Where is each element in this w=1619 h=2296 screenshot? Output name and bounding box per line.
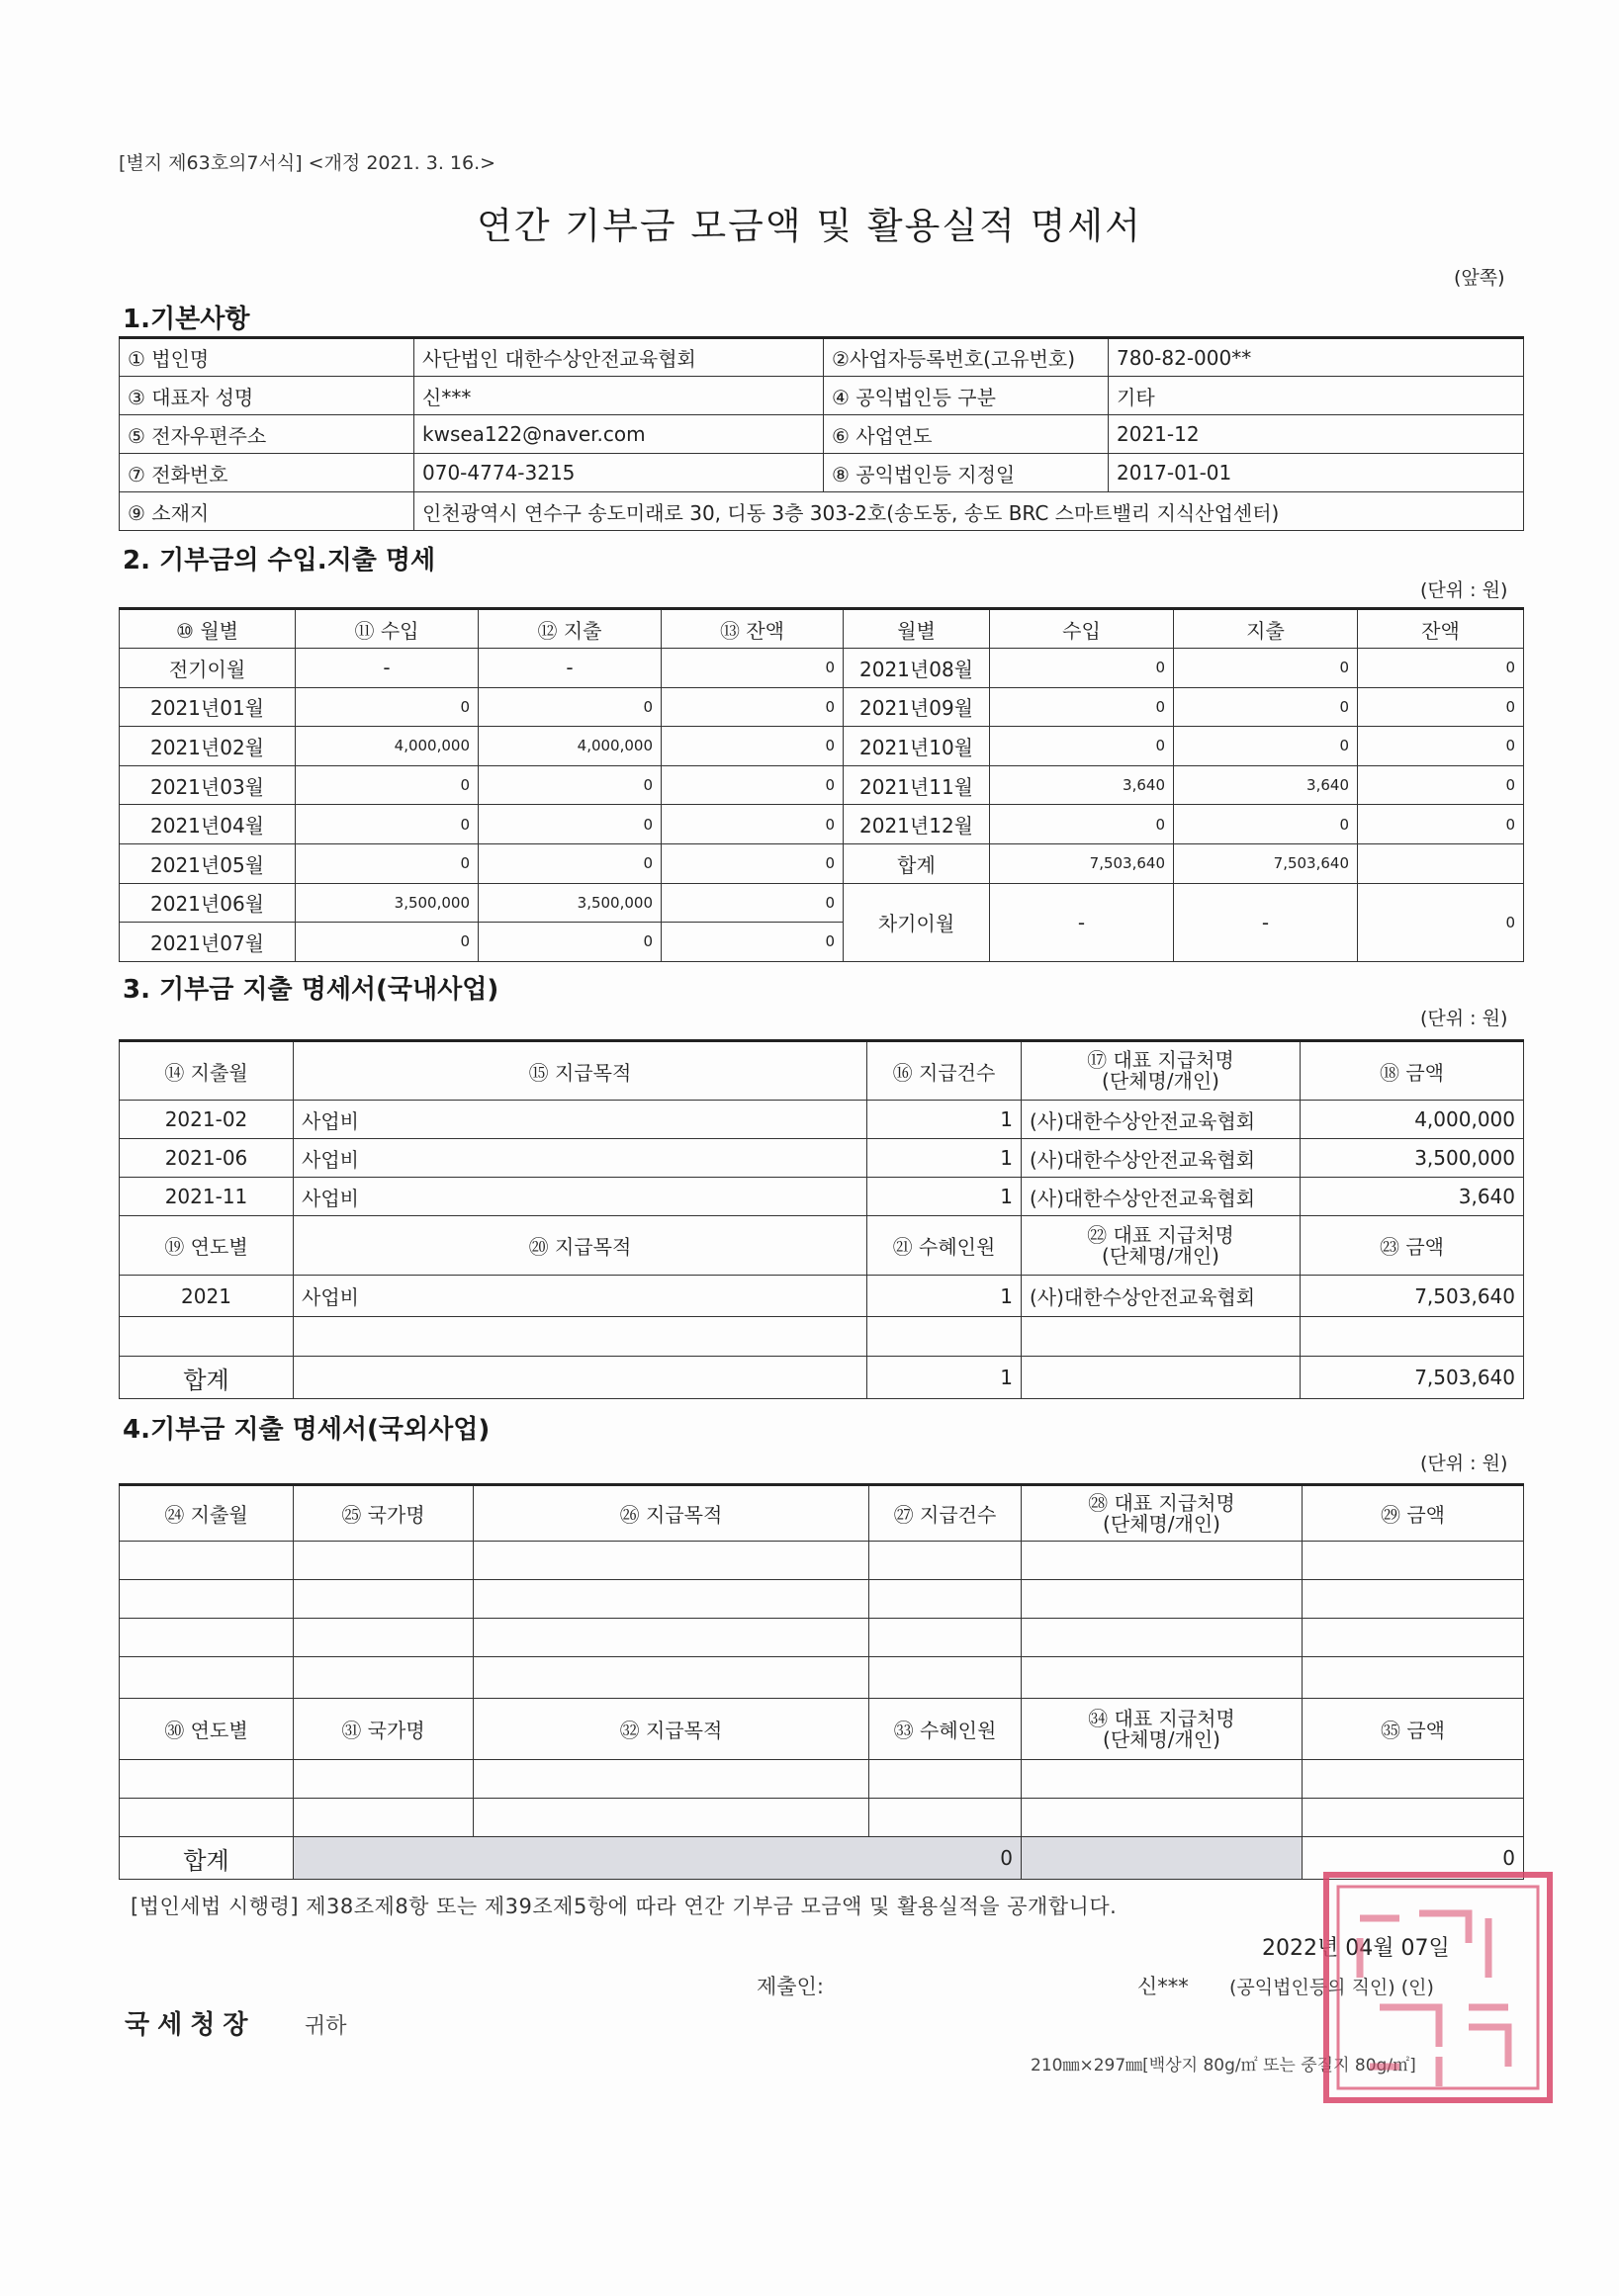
col-purpose: ㉖ 지급목적 <box>474 1485 869 1542</box>
row-in: 4,000,000 <box>296 727 479 766</box>
row-balance: 0 <box>662 727 844 766</box>
table-row <box>120 765 1524 805</box>
row-month: 2021년04월 <box>120 805 296 844</box>
row-purpose: 사업비 <box>294 1139 867 1178</box>
col-payee-2: ㉒ 대표 지급처명 (단체명/개인) <box>1022 1216 1301 1276</box>
table-row <box>120 377 1524 415</box>
submit-date: 2022년 04월 07일 <box>1262 1936 1450 1961</box>
col-amount-2: ㉓ 금액 <box>1301 1216 1524 1276</box>
income-header-row <box>120 609 1524 649</box>
total-label: 합계 <box>120 1357 294 1399</box>
foreign-header-row <box>120 1485 1524 1542</box>
col-amount-2: ㉟ 금액 <box>1303 1699 1524 1760</box>
row-balance-2: 0 <box>1358 649 1524 688</box>
row-month: 2021년05월 <box>120 843 296 883</box>
row-balance: 0 <box>662 805 844 844</box>
phone-label: ⑦ 전화번호 <box>120 454 414 492</box>
col-country-2: ㉛ 국가명 <box>294 1699 474 1760</box>
col-month: ⑩ 월별 <box>120 609 296 649</box>
foreign-header-row-2 <box>120 1699 1524 1760</box>
section-basic-title: 1.기본사항 <box>123 305 250 334</box>
col-beneficiaries: ㉑ 수혜인원 <box>867 1216 1022 1276</box>
bizno-value: 780-82-000** <box>1109 338 1524 377</box>
row-in: 0 <box>296 765 479 805</box>
col-payee-2: ㉞ 대표 지급처명 (단체명/개인) <box>1022 1699 1303 1760</box>
domestic-header-row <box>120 1041 1524 1101</box>
row-month: 2021-02 <box>120 1101 294 1139</box>
carry-in: - <box>990 883 1174 961</box>
table-row <box>120 454 1524 492</box>
row-in-2: 0 <box>990 687 1174 727</box>
row-month: 2021년02월 <box>120 727 296 766</box>
row-payee: (사)대한수상안전교육협회 <box>1022 1276 1301 1317</box>
submitter-role: (공익법인등의 직인) (인) <box>1229 1977 1434 1998</box>
total-count: 0 <box>294 1837 1022 1880</box>
col-beneficiaries: ㉝ 수혜인원 <box>869 1699 1022 1760</box>
row-out: 3,500,000 <box>479 883 662 923</box>
row-balance: 0 <box>662 687 844 727</box>
foreign-table <box>119 1483 1524 1880</box>
row-month-2: 합계 <box>844 843 990 883</box>
row-in: 0 <box>296 923 479 962</box>
section-foreign-title: 4.기부금 지출 명세서(국외사업) <box>123 1415 491 1445</box>
row-balance: 0 <box>662 649 844 688</box>
section-income-title: 2. 기부금의 수입.지출 명세 <box>123 546 436 575</box>
basic-info-table <box>119 336 1524 531</box>
col-year: ㉚ 연도별 <box>120 1699 294 1760</box>
table-row <box>120 1139 1524 1178</box>
address-label: ⑨ 소재지 <box>120 492 414 531</box>
row-in-2: 0 <box>990 805 1174 844</box>
row-month: 2021년06월 <box>120 883 296 923</box>
row-month-2: 2021년09월 <box>844 687 990 727</box>
row-out-2: 0 <box>1174 649 1358 688</box>
col-in: ⑪ 수입 <box>296 609 479 649</box>
table-row <box>120 1178 1524 1216</box>
col-payee: ⑰ 대표 지급처명 (단체명/개인) <box>1022 1041 1301 1101</box>
legal-notice: [법인세법 시행령] 제38조제8항 또는 제39조제5항에 따라 연간 기부금 모금액 및 활용실적을 공개합니다. <box>131 1895 1118 1918</box>
table-row <box>120 1542 1524 1580</box>
official-seal-stamp <box>1320 1869 1556 2106</box>
row-amount: 7,503,640 <box>1301 1276 1524 1317</box>
row-payee: (사)대한수상안전교육협회 <box>1022 1101 1301 1139</box>
phone-value: 070-4774-3215 <box>414 454 824 492</box>
row-month-2: 2021년10월 <box>844 727 990 766</box>
table-row <box>120 492 1524 531</box>
table-row <box>120 883 1524 923</box>
row-out: 0 <box>479 805 662 844</box>
table-row <box>120 649 1524 688</box>
form-number: [별지 제63호의7서식] <개정 2021. 3. 16.> <box>119 152 496 174</box>
table-row <box>120 1317 1524 1357</box>
carry-out: - <box>1174 883 1358 961</box>
col-spend-month: ㉔ 지출월 <box>120 1485 294 1542</box>
col-balance-2: 잔액 <box>1358 609 1524 649</box>
row-in: 0 <box>296 805 479 844</box>
col-purpose: ⑮ 지급목적 <box>294 1041 867 1101</box>
row-purpose: 사업비 <box>294 1276 867 1317</box>
foreign-total-row <box>120 1837 1524 1880</box>
submitter-name: 신*** <box>1137 1975 1189 1998</box>
row-count: 1 <box>867 1276 1022 1317</box>
col-spend-month: ⑭ 지출월 <box>120 1041 294 1101</box>
row-balance-2: 0 <box>1358 687 1524 727</box>
type-value: 기타 <box>1109 377 1524 415</box>
page-side: (앞쪽) <box>1454 267 1505 289</box>
table-row <box>120 415 1524 454</box>
col-out-2: 지출 <box>1174 609 1358 649</box>
row-out: 4,000,000 <box>479 727 662 766</box>
foreign-unit: (단위 : 원) <box>1420 1453 1508 1474</box>
email-value: kwsea122@naver.com <box>414 415 824 454</box>
row-count: 1 <box>867 1101 1022 1139</box>
col-amount: ⑱ 금액 <box>1301 1041 1524 1101</box>
domestic-header-row-2 <box>120 1216 1524 1276</box>
corp-label: ① 법인명 <box>120 338 414 377</box>
row-out: - <box>479 649 662 688</box>
section-domestic-title: 3. 기부금 지출 명세서(국내사업) <box>123 975 499 1005</box>
table-row <box>120 1657 1524 1699</box>
col-purpose-2: ⑳ 지급목적 <box>294 1216 867 1276</box>
year-label: ⑥ 사업연도 <box>824 415 1109 454</box>
row-month: 전기이월 <box>120 649 296 688</box>
row-out: 0 <box>479 923 662 962</box>
col-balance: ⑬ 잔액 <box>662 609 844 649</box>
table-row <box>120 1799 1524 1837</box>
row-out: 0 <box>479 843 662 883</box>
row-amount: 4,000,000 <box>1301 1101 1524 1139</box>
row-out-2: 0 <box>1174 805 1358 844</box>
table-row <box>120 727 1524 766</box>
row-balance: 0 <box>662 843 844 883</box>
row-out: 0 <box>479 687 662 727</box>
row-in-2: 0 <box>990 727 1174 766</box>
row-month-2: 2021년08월 <box>844 649 990 688</box>
col-year: ⑲ 연도별 <box>120 1216 294 1276</box>
rep-value: 신*** <box>414 377 824 415</box>
col-month-2: 월별 <box>844 609 990 649</box>
row-count: 1 <box>867 1178 1022 1216</box>
row-in-2: 0 <box>990 649 1174 688</box>
income-unit: (단위 : 원) <box>1420 579 1508 601</box>
designated-label: ⑧ 공익법인등 지정일 <box>824 454 1109 492</box>
row-balance-2: 0 <box>1358 805 1524 844</box>
carry-month: 차기이월 <box>844 883 990 961</box>
row-count: 1 <box>867 1139 1022 1178</box>
row-amount: 3,500,000 <box>1301 1139 1524 1178</box>
table-row <box>120 843 1524 883</box>
col-purpose-2: ㉜ 지급목적 <box>474 1699 869 1760</box>
paper-spec: 210㎜×297㎜[백상지 80g/㎡ 또는 중질지 80g/㎡] <box>1031 2056 1416 2075</box>
row-month: 2021-11 <box>120 1178 294 1216</box>
row-in: 3,500,000 <box>296 883 479 923</box>
table-row <box>120 1760 1524 1799</box>
row-balance-2: 0 <box>1358 727 1524 766</box>
email-label: ⑤ 전자우편주소 <box>120 415 414 454</box>
row-balance-2: 0 <box>1358 765 1524 805</box>
total-amount: 0 <box>1303 1837 1524 1880</box>
row-balance-2 <box>1358 843 1524 883</box>
row-out: 0 <box>479 765 662 805</box>
row-in: 0 <box>296 843 479 883</box>
recipient-honorific: 귀하 <box>305 2014 347 2039</box>
total-count: 1 <box>867 1357 1022 1399</box>
col-count: ㉗ 지급건수 <box>869 1485 1022 1542</box>
table-row <box>120 687 1524 727</box>
row-month-2: 2021년12월 <box>844 805 990 844</box>
type-label: ④ 공익법인등 구분 <box>824 377 1109 415</box>
row-month: 2021년07월 <box>120 923 296 962</box>
row-in: 0 <box>296 687 479 727</box>
rep-label: ③ 대표자 성명 <box>120 377 414 415</box>
designated-value: 2017-01-01 <box>1109 454 1524 492</box>
submitter-label: 제출인: <box>757 1975 824 1998</box>
table-row <box>120 805 1524 844</box>
row-out-2: 7,503,640 <box>1174 843 1358 883</box>
row-balance: 0 <box>662 923 844 962</box>
domestic-unit: (단위 : 원) <box>1420 1008 1508 1029</box>
row-month-2: 2021년11월 <box>844 765 990 805</box>
col-amount: ㉙ 금액 <box>1303 1485 1524 1542</box>
domestic-table <box>119 1039 1524 1399</box>
col-in-2: 수입 <box>990 609 1174 649</box>
address-value: 인천광역시 연수구 송도미래로 30, 디동 3층 303-2호(송도동, 송도 BRC 스마트밸리 지식산업센터) <box>414 492 1524 531</box>
row-balance: 0 <box>662 883 844 923</box>
domestic-total-row <box>120 1357 1524 1399</box>
col-out: ⑫ 지출 <box>479 609 662 649</box>
col-count: ⑯ 지급건수 <box>867 1041 1022 1101</box>
row-out-2: 0 <box>1174 687 1358 727</box>
bizno-label: ②사업자등록번호(고유번호) <box>824 338 1109 377</box>
total-amount: 7,503,640 <box>1301 1357 1524 1399</box>
row-month: 2021년03월 <box>120 765 296 805</box>
corp-value: 사단법인 대한수상안전교육협회 <box>414 338 824 377</box>
row-purpose: 사업비 <box>294 1178 867 1216</box>
table-row <box>120 1101 1524 1139</box>
document-title: 연간 기부금 모금액 및 활용실적 명세서 <box>477 205 1142 247</box>
row-in: - <box>296 649 479 688</box>
year-value: 2021-12 <box>1109 415 1524 454</box>
row-amount: 3,640 <box>1301 1178 1524 1216</box>
col-payee: ㉘ 대표 지급처명 (단체명/개인) <box>1022 1485 1303 1542</box>
row-month: 2021년01월 <box>120 687 296 727</box>
table-row <box>120 1619 1524 1657</box>
row-out-2: 0 <box>1174 727 1358 766</box>
row-year: 2021 <box>120 1276 294 1317</box>
total-label: 합계 <box>120 1837 294 1880</box>
table-row <box>120 1276 1524 1317</box>
row-payee: (사)대한수상안전교육협회 <box>1022 1178 1301 1216</box>
row-payee: (사)대한수상안전교육협회 <box>1022 1139 1301 1178</box>
row-in-2: 3,640 <box>990 765 1174 805</box>
recipient: 국세청장 <box>125 2010 256 2040</box>
row-balance: 0 <box>662 765 844 805</box>
row-month: 2021-06 <box>120 1139 294 1178</box>
row-purpose: 사업비 <box>294 1101 867 1139</box>
row-in-2: 7,503,640 <box>990 843 1174 883</box>
table-row <box>120 338 1524 377</box>
row-out-2: 3,640 <box>1174 765 1358 805</box>
carry-balance: 0 <box>1358 883 1524 961</box>
table-row <box>120 1580 1524 1619</box>
income-table <box>119 607 1524 962</box>
col-country: ㉕ 국가명 <box>294 1485 474 1542</box>
